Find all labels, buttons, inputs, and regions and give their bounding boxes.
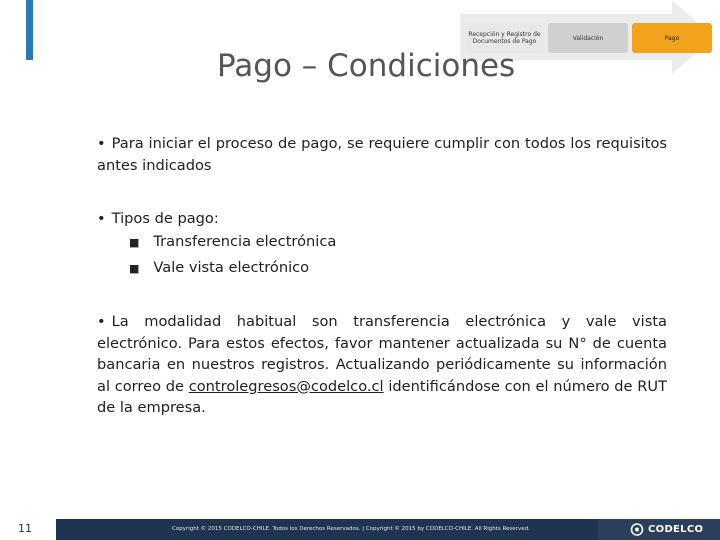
accent-bar	[26, 0, 33, 60]
flow-step-validacion: Validación	[548, 23, 628, 53]
footer	[0, 519, 720, 540]
email-link[interactable]: controlegresos@codelco.cl	[188, 377, 384, 395]
sub-item-transferencia	[129, 231, 336, 254]
bullet-icon: •	[97, 210, 106, 227]
page-title: Pago – Condiciones	[217, 48, 516, 84]
bullet-modalidad	[97, 311, 667, 419]
bullet-requisitos-text: Para iniciar el proceso de pago, se requiere cumplir con todos los requisitos antes indicados	[97, 135, 667, 174]
bullet-icon: •	[97, 135, 106, 152]
codelco-logo-icon	[630, 523, 644, 536]
bullet-tipos-pago	[97, 208, 667, 230]
sub-item-text: Vale vista electrónico	[153, 259, 310, 276]
flow-step-recepcion: Recepción y Registro de Documentos de Pago	[465, 23, 544, 53]
bullet-modalidad-text-end: identificándose con el número de RUT de la empresa.	[97, 377, 668, 416]
copyright-text: Copyright © 2015 CODELCO-CHILE. Todos los Derechos Reservados. | Copyright © 2015 by CODELCO-CHILE. All Rights Reserved.	[172, 526, 530, 532]
page-number: 11	[18, 522, 32, 535]
square-bullet-icon: ■	[129, 236, 140, 249]
sub-item-vale-vista	[129, 257, 309, 280]
bullet-icon: •	[97, 313, 106, 330]
bullet-tipos-pago-text: Tipos de pago:	[111, 210, 219, 227]
page-number-box	[0, 519, 56, 540]
bullet-requisitos	[97, 133, 667, 176]
bullet-modalidad-text: La modalidad habitual son transferencia electrónica y vale vista electrónico. Para estos efectos, favor mantener actualizada su N° de cuenta bancaria en nuestros registros. Actualizando periódicamente su información al correo de	[97, 313, 667, 395]
flow-step-pago: Pago	[632, 23, 712, 53]
sub-item-text: Transferencia electrónica	[153, 233, 337, 250]
square-bullet-icon: ■	[129, 262, 140, 275]
brand-name: CODELCO	[648, 524, 704, 535]
